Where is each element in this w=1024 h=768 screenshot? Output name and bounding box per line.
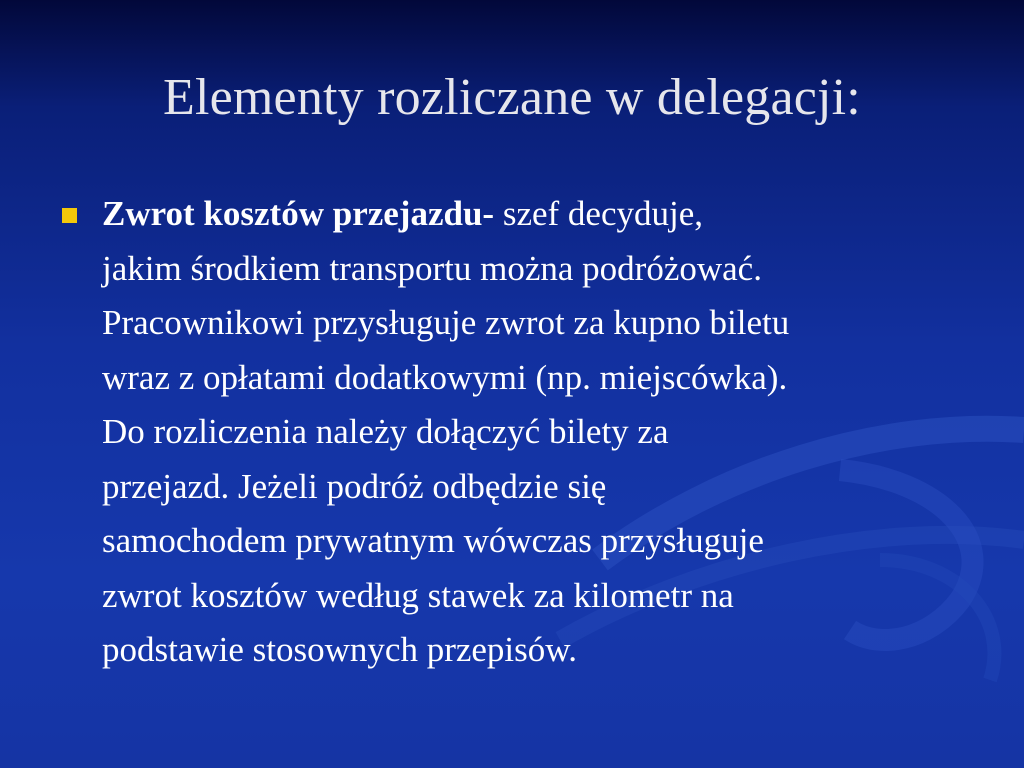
- bullet-line: samochodem prywatnym wówczas przysługuje: [102, 521, 764, 560]
- bullet-text: [102, 187, 962, 678]
- bullet-line: jakim środkiem transportu można podróżować.: [102, 248, 762, 288]
- bullet-line: zwrot kosztów według stawek za kilometr na: [102, 575, 734, 615]
- slide-title: Elementy rozliczane w delegacji:: [163, 69, 861, 126]
- bullet-lead: Zwrot kosztów przejazdu-: [102, 194, 495, 233]
- bullet-line: przejazd. Jeżeli podróż odbędzie się: [102, 466, 607, 506]
- bullet-line: wraz z opłatami dodatkowymi (np. miejscówka).: [102, 357, 788, 397]
- square-bullet-icon: [62, 208, 77, 223]
- bullet-line: szef decyduje,: [502, 194, 704, 233]
- bullet-line: podstawie stosownych przepisów.: [102, 630, 578, 669]
- bullet-line: Do rozliczenia należy dołączyć bilety za: [102, 412, 669, 451]
- bullet-line: Pracownikowi przysługuje zwrot za kupno biletu: [102, 303, 790, 342]
